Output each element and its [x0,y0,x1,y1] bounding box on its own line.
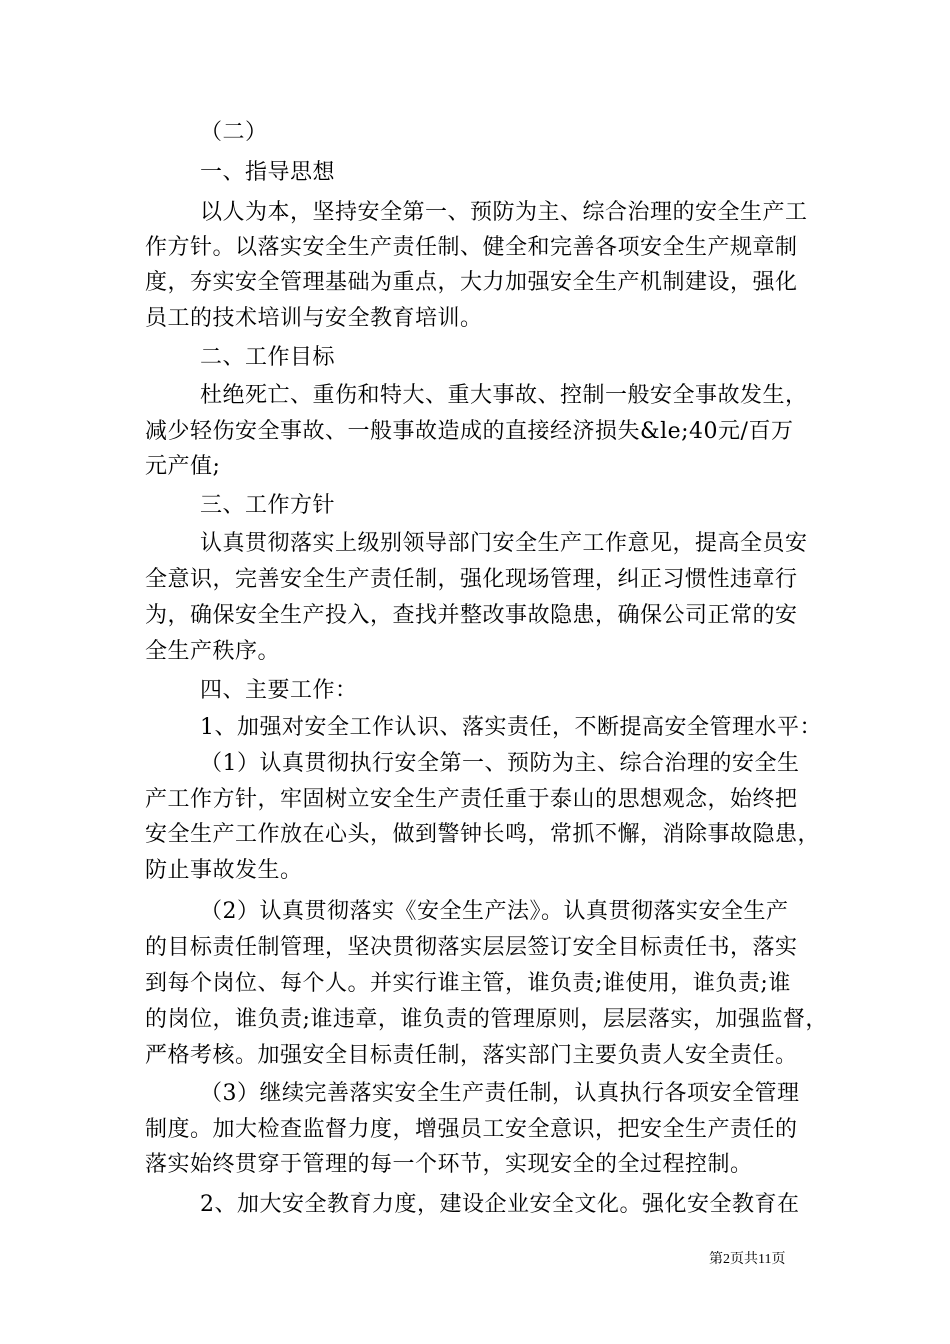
text-line: 的目标责任制管理，坚决贯彻落实层层签订安全目标责任书，落实 [145,935,798,960]
text-line: 防止事故发生。 [145,858,303,883]
text-line: 制度。加大检查监督力度，增强员工安全意识，把安全生产责任的 [145,1117,798,1142]
text-line: 作方针。以落实安全生产责任制、健全和完善各项安全生产规章制 [145,235,798,260]
text-line: 员工的技术培训与安全教育培训。 [145,306,483,331]
text-line: 杜绝死亡、重伤和特大、重大事故、控制一般安全事故发生， [200,383,808,408]
text-line: （3）继续完善落实安全生产责任制，认真执行各项安全管理 [200,1081,800,1106]
page-number: 第2页共11页 [709,1252,786,1267]
text-line: 认真贯彻落实上级别领导部门安全生产工作意见，提高全员安 [200,531,808,556]
section-heading: 一、指导思想 [200,160,336,185]
text-line: （二） [200,120,268,145]
text-line: 减少轻伤安全事故、一般事故造成的直接经济损失&le;40元/百万 [145,419,794,444]
text-line: 的岗位，谁负责;谁违章，谁负责的管理原则，层层落实，加强监督， [145,1007,828,1032]
text-line: 元产值; [145,454,221,479]
text-line: 2、加大安全教育力度，建设企业安全文化。强化安全教育在 [200,1192,800,1217]
text-line: （2）认真贯彻落实《安全生产法》。认真贯彻落实安全生产 [200,899,789,924]
section-heading: 四、主要工作： [200,678,358,703]
text-line: 1、加强对安全工作认识、落实责任，不断提高安全管理水平： [200,715,822,740]
text-line: 全意识，完善安全生产责任制，强化现场管理，纠正习惯性违章行 [145,567,798,592]
text-line: 安全生产工作放在心头，做到警钟长鸣，常抓不懈，消除事故隐患， [145,822,821,847]
text-line: 到每个岗位、每个人。并实行谁主管，谁负责;谁使用，谁负责;谁 [145,971,791,996]
text-line: 全生产秩序。 [145,639,281,664]
text-line: 产工作方针，牢固树立安全生产责任重于泰山的思想观念，始终把 [145,787,798,812]
text-line: 以人为本，坚持安全第一、预防为主、综合治理的安全生产工 [200,200,808,225]
section-heading: 二、工作目标 [200,345,336,370]
section-heading: 三、工作方针 [200,493,336,518]
text-line: 严格考核。加强安全目标责任制，落实部门主要负责人安全责任。 [145,1043,798,1068]
text-line: 度，夯实安全管理基础为重点，大力加强安全生产机制建设，强化 [145,270,798,295]
text-line: 落实始终贯穿于管理的每一个环节，实现安全的全过程控制。 [145,1152,753,1177]
text-line: 为，确保安全生产投入，查找并整改事故隐患，确保公司正常的安 [145,603,798,628]
text-line: （1）认真贯彻执行安全第一、预防为主、综合治理的安全生 [200,751,800,776]
